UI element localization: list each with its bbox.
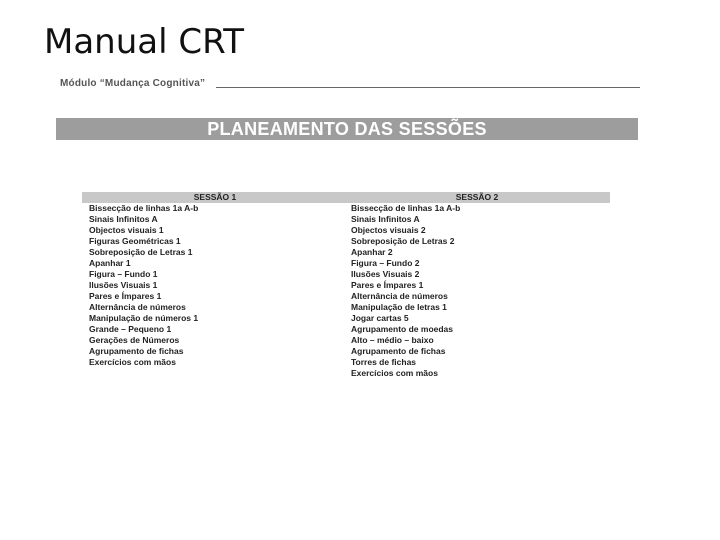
session-item: Sobreposição de Letras 2	[351, 236, 455, 246]
session-item: Exercícios com mãos	[89, 357, 176, 367]
session-item: Sinais Infinitos A	[351, 214, 420, 224]
session-item: Alternância de números	[89, 302, 186, 312]
slide-title: Manual CRT	[44, 22, 245, 62]
session-header: SESSÃO 2	[344, 192, 610, 203]
session-item: Pares e Ímpares 1	[351, 280, 424, 290]
session-item: Gerações de Números	[89, 335, 180, 345]
session-item: Bissecção de linhas 1a A-b	[351, 203, 461, 213]
section-banner: PLANEAMENTO DAS SESSÕES	[56, 118, 638, 140]
session-list	[82, 203, 348, 368]
session-item: Ilusões Visuais 1	[89, 280, 158, 290]
session-item: Alto – médio – baixo	[351, 335, 434, 345]
session-item: Agrupamento de fichas	[351, 346, 446, 356]
session-item: Figuras Geométricas 1	[89, 236, 181, 246]
session-item: Manipulação de letras 1	[351, 302, 447, 312]
session-item: Agrupamento de fichas	[89, 346, 184, 356]
session-item: Figura – Fundo 1	[89, 269, 158, 279]
session-column-1	[82, 192, 348, 368]
session-item: Sinais Infinitos A	[89, 214, 158, 224]
module-header	[56, 76, 640, 94]
session-item: Bissecção de linhas 1a A-b	[89, 203, 199, 213]
session-item: Objectos visuais 1	[89, 225, 164, 235]
session-item: Alternância de números	[351, 291, 448, 301]
session-item: Jogar cartas 5	[351, 313, 409, 323]
session-item: Grande – Pequeno 1	[89, 324, 172, 334]
session-item: Manipulação de números 1	[89, 313, 199, 323]
session-item: Ilusões Visuais 2	[351, 269, 420, 279]
session-item: Objectos visuais 2	[351, 225, 426, 235]
session-column-2	[344, 192, 610, 379]
session-item: Sobreposição de Letras 1	[89, 247, 193, 257]
session-item: Pares e Ímpares 1	[89, 291, 162, 301]
session-list	[344, 203, 610, 379]
session-item: Figura – Fundo 2	[351, 258, 420, 268]
module-label: Módulo “Mudança Cognitiva”	[60, 78, 206, 89]
session-item: Torres de fichas	[351, 357, 417, 367]
session-item: Apanhar 1	[89, 258, 131, 268]
session-item: Apanhar 2	[351, 247, 393, 257]
session-item: Exercícios com mãos	[351, 368, 438, 378]
module-divider	[216, 87, 640, 88]
document-page	[56, 76, 640, 378]
session-header: SESSÃO 1	[82, 192, 348, 203]
session-item: Agrupamento de moedas	[351, 324, 454, 334]
